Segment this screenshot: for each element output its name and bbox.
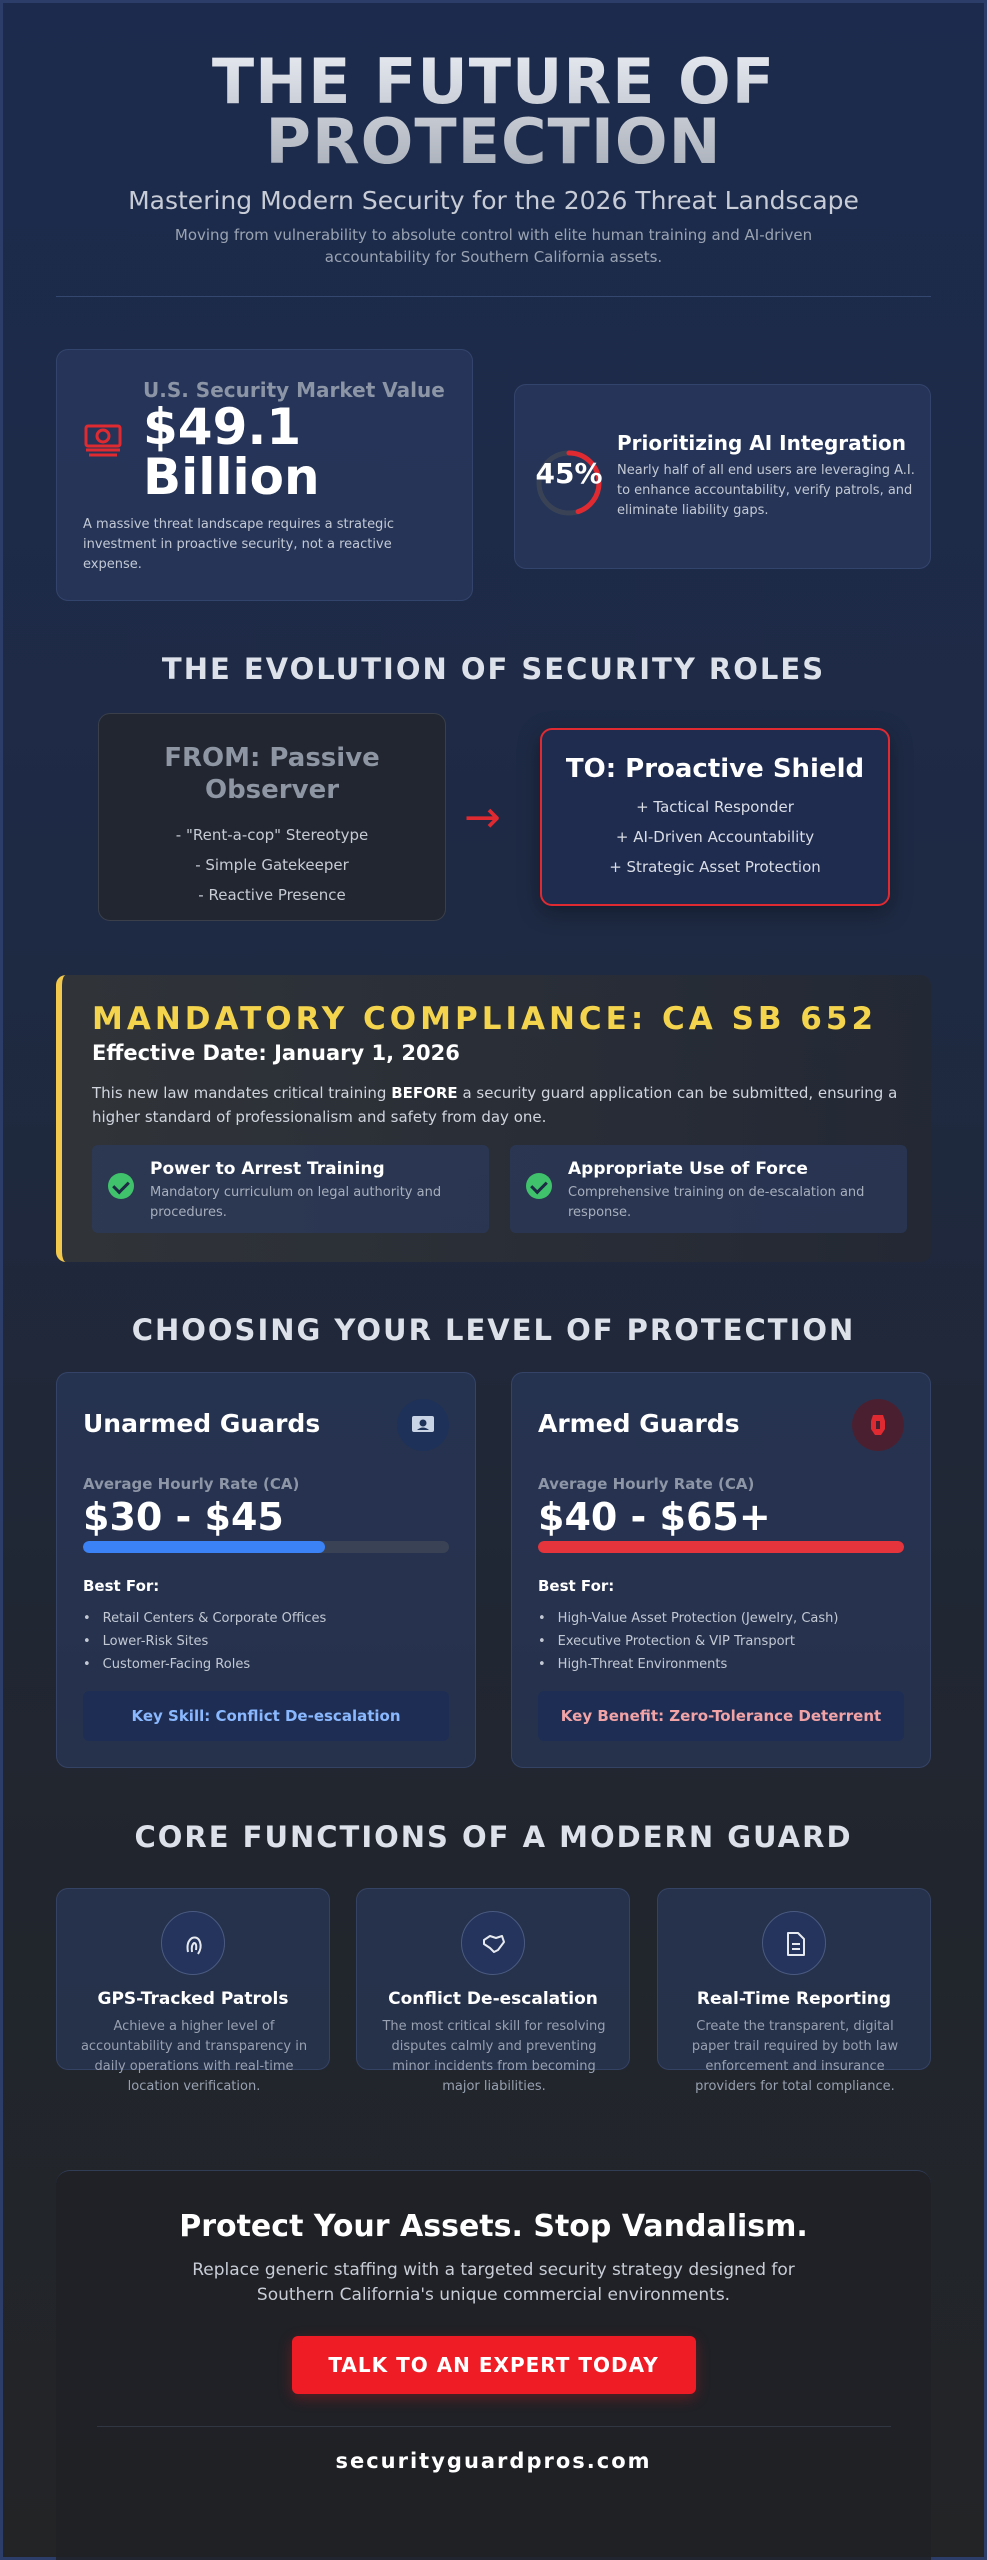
market-value-card — [56, 349, 473, 601]
check-icon — [526, 1173, 552, 1199]
list-item: • Executive Protection & VIP Transport — [538, 1630, 838, 1653]
list-item: • High-Threat Environments — [538, 1653, 838, 1676]
ai-integration-description: Nearly half of all end users are leveraging A.I. to enhance accountability, verify patrols, and eliminate liability gaps. — [617, 463, 915, 518]
core-item-desc: The most critical skill for resolving disputes calmly and preventing minor incidents from becoming major liabilities. — [382, 2019, 606, 2094]
market-value-amount: $49.1 Billion — [143, 398, 320, 506]
from-title: FROM: Passive Observer — [164, 743, 380, 805]
unarmed-rate-bar — [83, 1541, 449, 1553]
market-value-label: U.S. Security Market Value — [143, 378, 445, 402]
hero-title-line2: PROTECTION — [265, 105, 722, 178]
to-item: + AI-Driven Accountability — [615, 828, 815, 846]
evolution-title: THE EVOLUTION OF SECURITY ROLES — [161, 652, 826, 686]
unarmed-rate: $30 - $45 — [83, 1495, 284, 1539]
divider — [56, 296, 931, 297]
hero-subtitle: Mastering Modern Security for the 2026 Threat Landscape — [128, 186, 859, 215]
market-value-description: A massive threat landscape requires a strategic investment in proactive security, not a reactive expense. — [83, 517, 395, 572]
check-icon — [108, 1173, 134, 1199]
unarmed-guards-card — [56, 1372, 476, 1768]
from-item: - Reactive Presence — [198, 886, 346, 904]
compliance-item-force — [510, 1145, 907, 1233]
unarmed-best-list — [83, 1607, 326, 1676]
core-card-reporting — [657, 1888, 931, 2094]
to-proactive-card — [540, 728, 890, 906]
armed-best-list — [538, 1607, 838, 1676]
compliance-item-title: Power to Arrest Training — [150, 1159, 385, 1179]
list-item: • Retail Centers & Corporate Offices — [83, 1607, 326, 1630]
shield-alert-icon — [852, 1399, 904, 1451]
best-for-label: Best For: — [83, 1577, 160, 1595]
list-item: • Lower-Risk Sites — [83, 1630, 326, 1653]
list-item: • Customer-Facing Roles — [83, 1653, 326, 1676]
list-item: • High-Value Asset Protection (Jewelry, Cash) — [538, 1607, 838, 1630]
armed-rate-bar — [538, 1541, 904, 1553]
from-passive-card — [98, 713, 446, 921]
compliance-item-desc: Mandatory curriculum on legal authority and procedures. — [150, 1185, 442, 1220]
cta-section — [56, 2170, 931, 2560]
core-card-patrols — [56, 1888, 330, 2094]
core-item-desc: Create the transparent, digital paper trail required by both law enforcement and insurance providers for total compliance. — [691, 2019, 899, 2094]
divider — [97, 2426, 891, 2427]
pricing-title: CHOOSING YOUR LEVEL OF PROTECTION — [131, 1313, 856, 1347]
unarmed-rate-bar-fill — [83, 1541, 325, 1553]
to-item: + Strategic Asset Protection — [609, 858, 821, 876]
core-item-title: Real-Time Reporting — [696, 1989, 892, 2009]
armed-key-benefit: Key Benefit: Zero-Tolerance Deterrent — [538, 1691, 904, 1741]
cta-description: Replace generic staffing with a targeted security strategy designed for Southern California's unique commercial environments. — [192, 2260, 795, 2305]
to-item: + Tactical Responder — [636, 798, 794, 816]
rate-label: Average Hourly Rate (CA) — [83, 1475, 300, 1493]
compliance-title: MANDATORY COMPLIANCE: CA SB 652 — [92, 1001, 878, 1037]
core-item-title: GPS-Tracked Patrols — [97, 1989, 289, 2009]
armed-rate-bar-fill — [538, 1541, 904, 1553]
compliance-item-arrest — [92, 1145, 489, 1233]
compliance-item-desc: Comprehensive training on de-escalation and response. — [568, 1185, 865, 1220]
ai-integration-title: Prioritizing AI Integration — [617, 431, 907, 455]
core-item-desc: Achieve a higher level of accountability and transparency in daily operations with real-time location verification. — [80, 2019, 308, 2094]
armed-rate: $40 - $65+ — [538, 1495, 771, 1539]
armed-guards-card — [511, 1372, 931, 1768]
core-item-title: Conflict De-escalation — [388, 1989, 598, 2009]
unarmed-key-skill: Key Skill: Conflict De-escalation — [83, 1691, 449, 1741]
hero-title-line1: THE FUTURE OF — [211, 45, 776, 118]
hero-title — [0, 45, 987, 178]
handshake-icon — [461, 1911, 525, 1975]
from-item: - "Rent-a-cop" Stereotype — [175, 826, 369, 844]
effective-date: Effective Date: January 1, 2026 — [92, 1041, 460, 1065]
id-card-icon — [397, 1399, 449, 1451]
money-icon — [83, 420, 125, 462]
ai-integration-card — [514, 384, 931, 569]
core-card-deescalation — [356, 1888, 630, 2094]
compliance-panel — [56, 975, 931, 1262]
arrow-right-icon: → — [464, 792, 501, 843]
ai-percent-value: 45% — [535, 457, 603, 490]
compliance-body: This new law mandates critical training BEFORE a security guard application can be submitted, ensuring a higher standard of professionalism and safety from day one. — [92, 1084, 898, 1126]
armed-name: Armed Guards — [538, 1409, 740, 1438]
website-link[interactable]: securityguardpros.com — [335, 2449, 652, 2473]
cta-title: Protect Your Assets. Stop Vandalism. — [179, 2209, 808, 2244]
unarmed-name: Unarmed Guards — [83, 1409, 321, 1438]
talk-to-expert-button[interactable]: TALK TO AN EXPERT TODAY — [292, 2336, 696, 2394]
document-icon — [762, 1911, 826, 1975]
from-item: - Simple Gatekeeper — [195, 856, 349, 874]
core-functions-title: CORE FUNCTIONS OF A MODERN GUARD — [134, 1820, 853, 1854]
compliance-item-title: Appropriate Use of Force — [568, 1159, 808, 1179]
to-title: TO: Proactive Shield — [565, 754, 865, 784]
hero-description: Moving from vulnerability to absolute control with elite human training and AI-driven accountability for Southern California assets. — [174, 226, 813, 266]
rate-label: Average Hourly Rate (CA) — [538, 1475, 755, 1493]
best-for-label: Best For: — [538, 1577, 615, 1595]
fingerprint-icon — [161, 1911, 225, 1975]
